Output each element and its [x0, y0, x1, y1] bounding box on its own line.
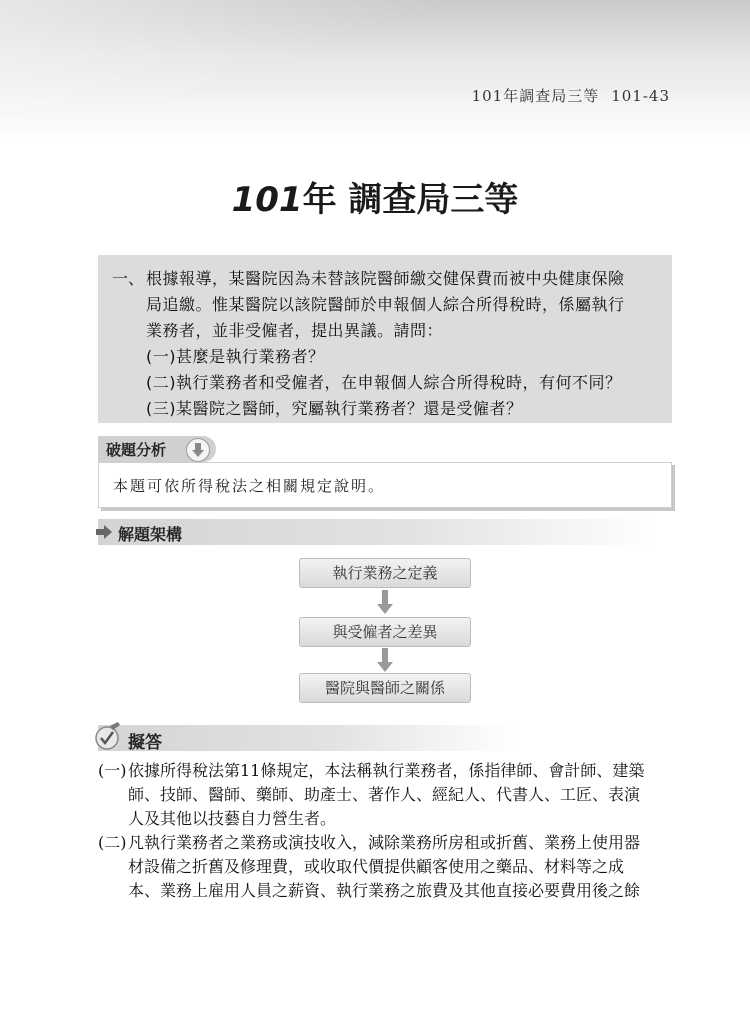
analysis-text: 本題可依所得稅法之相關規定說明。 [113, 477, 386, 495]
analysis-box [98, 462, 672, 508]
paragraph-line: 凡執行業務者之業務或演技收入，減除業務所房租或折舊、業務上使用器 [128, 833, 641, 852]
chapter-title-text: 年 調查局三等 [302, 180, 519, 220]
framework-section-bar [98, 519, 658, 545]
flow-down-arrow-icon [379, 648, 391, 674]
framework-step: 與受僱者之差異 [299, 617, 471, 647]
question-subitem: (二)執行業務者和受僱者，在申報個人綜合所得稅時，有何不同？ [146, 373, 622, 392]
paragraph-line: 材設備之折舊及修理費，或收取代價提供顧客使用之藥品、材料等之成 [128, 857, 625, 876]
running-header [472, 85, 670, 106]
question-line: 根據報導，某醫院因為未替該院醫師繳交健保費而被中央健康保險 [146, 269, 625, 288]
paragraph-line: 依據所得稅法第11條規定，本法稱執行業務者，係指律師、會計師、建築 [128, 761, 645, 780]
question-line: 業務者，並非受僱者，提出異議。請問： [146, 321, 444, 340]
answer-label: 擬答 [128, 733, 162, 753]
chapter-title [0, 172, 750, 221]
question-subitem: (一)甚麼是執行業務者？ [146, 347, 325, 366]
header-background [0, 0, 750, 140]
question-subitem: (三)某醫院之醫師，究屬執行業務者？還是受僱者？ [146, 399, 523, 418]
down-arrow-icon [186, 438, 210, 462]
pencil-check-icon [94, 722, 122, 752]
paragraph-line: 本、業務上雇用人員之薪資、執行業務之旅費及其他直接必要費用後之餘 [128, 881, 641, 900]
framework-step: 醫院與醫師之關係 [299, 673, 471, 703]
question-number: 一、 [112, 269, 145, 288]
paragraph-marker: (二) [98, 833, 127, 852]
chapter-title-year: 101 [231, 180, 303, 220]
answer-paragraph [98, 759, 678, 831]
question-line: 局追繳。惟某醫院以該院醫師於申報個人綜合所得稅時，係屬執行 [146, 295, 625, 314]
framework-step: 執行業務之定義 [299, 558, 471, 588]
answer-paragraph [98, 831, 678, 903]
flow-down-arrow-icon [379, 590, 391, 616]
framework-label: 解題架構 [118, 525, 183, 544]
right-arrow-icon [96, 525, 112, 539]
paragraph-line: 師、技師、醫師、藥師、助產士、著作人、經紀人、代書人、工匠、表演 [128, 785, 641, 804]
answer-section-bar [98, 725, 518, 751]
analysis-tab [98, 436, 216, 462]
analysis-label: 破題分析 [106, 441, 167, 459]
page-number: 101-43 [611, 87, 670, 105]
paragraph-line: 人及其他以技藝自力營生者。 [128, 809, 337, 828]
paragraph-marker: (一) [98, 761, 127, 780]
running-header-title: 101年調查局三等 [471, 87, 600, 105]
question-box [98, 255, 672, 423]
